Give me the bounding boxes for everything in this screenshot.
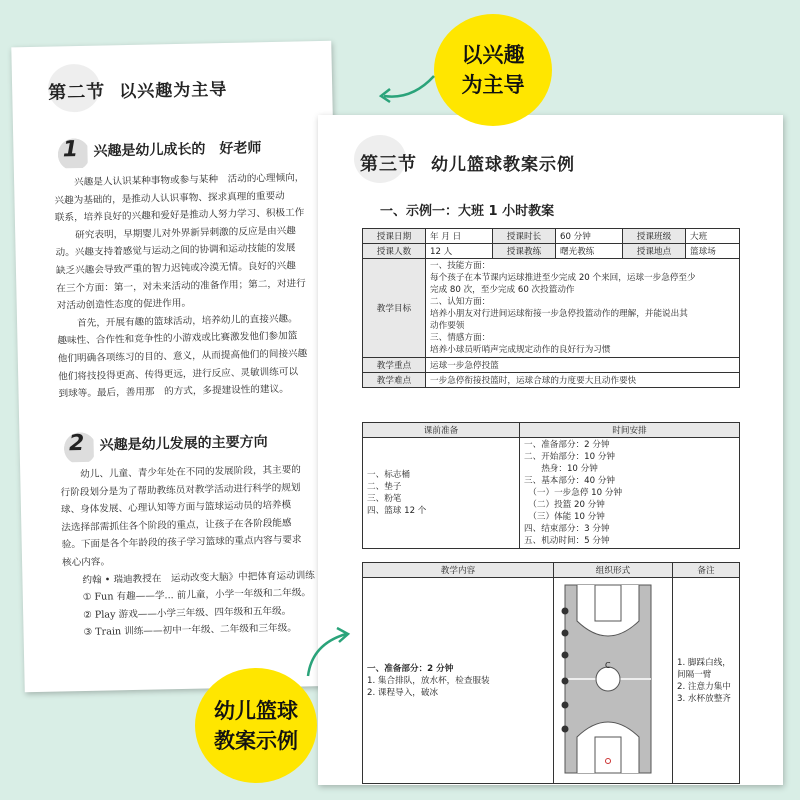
table-cell: 一步急停衔接投篮时，运球合球的力度要大且动作要快 [426,373,740,388]
column-header: 课前准备 [363,423,520,438]
paragraph-block-2 [60,460,345,642]
subheading-2 [59,424,268,462]
column-header: 备注 [673,563,740,578]
player-marker [562,678,569,685]
subheading-1 [53,130,262,168]
player-marker [562,630,569,637]
curved-arrow-icon [372,70,442,110]
subheading-title: 兴趣是幼儿发展的主要方向 [99,434,268,454]
player-marker [562,702,569,709]
table-label: 授课时长 [493,229,556,244]
table-cell: 运球一步急停投篮 [426,358,740,373]
player-marker [562,608,569,615]
callout-line: 为主导 [461,73,525,97]
section-number: 第二节 [48,81,106,104]
goal-line: 培养小朋友对行进间运球衔接一步急停投篮动作的理解，并能说出其 [430,309,688,319]
curved-arrow-icon [300,622,360,682]
time-line: （二）投篮 20 分钟 [524,500,605,510]
notes-cell [673,578,740,784]
callout-line: 教案示例 [214,728,298,753]
table-cell: 60 分钟 [556,229,623,244]
column-header: 时间安排 [520,423,740,438]
time-line: 热身：10 分钟 [524,464,598,474]
prep-item: 一、标志桶 [367,470,410,480]
text-line: 缺乏兴趣会导致严重的智力迟钝或冷漠无情。良好的兴趣 [55,260,296,277]
text-line: 趣味性、合作性和竞争性的小游戏或比赛激发他们参加篮 [57,330,298,347]
column-header: 组织形式 [554,563,673,578]
table-row [363,259,740,358]
text-line: 兴趣为基础的，是推动人认识事物、探求真理的重要动 [54,190,285,207]
note-line: 2. 注意力集中 [677,681,731,692]
table-label: 授课地点 [623,244,686,259]
table-label: 教学目标 [363,259,426,358]
text-line: 他们将技投得更高、传得更远，进行反应、灵敏训练可以 [58,366,299,383]
text-line: 联系，培养良好的兴趣和爱好是推动人努力学习、积极工作 [54,207,305,224]
table-label: 授课班级 [623,229,686,244]
goal-line: 完成 80 次，至少完成 60 次投篮动作 [430,285,575,295]
right-book-page [318,115,783,785]
content-cell [363,578,554,784]
text-line: ② Play 游戏——小学三年级、四年级和五年级。 [83,605,292,621]
table-row [363,244,740,259]
table-row [363,229,740,244]
number-badge: 2 [59,428,94,463]
center-label: C [605,661,611,670]
callout-line: 以兴趣 [461,43,525,67]
section-title: 以兴趣为主导 [119,79,228,103]
text-line: 约翰 • 瑞迪教授在 运动改变大脑》中把体育运动训练 [82,569,315,586]
table-row [363,578,740,784]
text-line: 验。下面是各个年龄段的孩子学习篮球的重点内容与要求 [61,534,302,551]
goal-cell [426,259,740,358]
right-section-heading [360,150,575,176]
table-label: 教学难点 [363,373,426,388]
time-line: 四、结束部分：3 分钟 [524,524,610,534]
subheading-title: 兴趣是幼儿成长的 好老师 [93,140,262,160]
goal-line: 动作要领 [430,321,465,331]
basketball-court-diagram [557,581,659,777]
example-title: 一、示例一：大班 1 小时教案 [380,204,555,219]
text-line: 对活动创造性态度的促进作用。 [56,297,192,312]
table-cell: 年 月 日 [426,229,493,244]
text-line: ③ Train 训练——初中一年级、二年级和三年级。 [83,622,297,639]
note-line: 3. 水杯放整齐 [677,693,731,704]
part-line: 2. 课程导入，破冰 [367,687,439,698]
player-marker [562,726,569,733]
table-row [363,423,740,438]
goal-line: 每个孩子在本节课内运球推进至少完成 20 个来回，运球一步急停至少 [430,273,696,283]
section-title: 幼儿篮球教案示例 [431,155,575,175]
left-book-page [11,41,344,693]
prep-item: 二、垫子 [367,482,402,492]
time-line: 五、机动时间：5 分钟 [524,536,610,546]
time-line: 二、开始部分：10 分钟 [524,452,616,462]
section-number: 第三节 [360,154,417,175]
text-line: 动。兴趣支持着感觉与运动之间的协调和运动技能的发展 [55,242,296,259]
text-line: 球、身体发展、心理认知等方面与篮球运动员的培养模 [60,499,292,516]
note-line: 间隔一臂 [677,669,712,680]
time-line: （一）一步急停 10 分钟 [524,488,623,498]
table-row [363,358,740,373]
text-line: ① Fun 有趣——学... 前儿童，小学一年级和二年级。 [82,587,312,604]
table-label: 授课人数 [363,244,426,259]
time-schedule-cell [520,438,740,549]
text-line: 核心内容。 [61,556,111,569]
center-circle [596,667,620,691]
court-diagram-cell [554,578,673,784]
text-line: 法选择部需抓住各个阶段的重点，让孩子在各阶段能感 [61,517,292,534]
time-line: （三）体能 10 分钟 [524,512,605,522]
text-line: 首先，开展有趣的篮球活动，培养幼儿的直接兴趣。 [76,313,298,329]
paragraph-block-1 [54,168,345,403]
part-title: 一、准备部分：2 分钟 [367,663,454,674]
text-line: 在三个方面：第一，对未来活动的准备作用；第二，对进行 [56,277,306,295]
left-section-heading [48,75,228,105]
lesson-content-table [362,562,740,784]
table-label: 授课日期 [363,229,426,244]
text-line: 兴趣是人认识某种事物或参与某种 活动的心理倾向， [74,172,305,189]
table-row [363,373,740,388]
goal-line: 三、情感方面： [430,333,491,343]
text-line: 行阶段划分是为了帮助教练员对教学活动进行科学的规划 [60,482,301,499]
lesson-info-table [362,228,740,388]
prep-item: 三、粉笔 [367,494,402,504]
goal-line: 一、技能方面： [430,261,491,271]
text-line: 到球等。最后，善用那 的方式，多提建设性的建议。 [58,383,289,400]
text-line: 研究表明，早期婴儿对外界新异刺激的反应是由兴趣 [75,225,296,241]
table-label: 教学重点 [363,358,426,373]
table-cell: 大班 [686,229,740,244]
text-line: 幼儿、儿童、青少年处在不同的发展阶段，其主要的 [80,464,301,481]
note-line: 1. 脚踩白线， [677,657,731,668]
time-line: 一、准备部分：2 分钟 [524,440,610,450]
prep-item: 四、篮球 12 个 [367,506,427,516]
table-cell: 篮球场 [686,244,740,259]
table-row [363,438,740,549]
callout-badge-interest [434,14,552,126]
top-key [595,585,621,621]
goal-line: 培养小球员听哨声完成规定动作的良好行为习惯 [430,345,611,355]
callout-line: 幼儿篮球 [214,698,298,723]
bottom-key [595,737,621,773]
time-line: 三、基本部分：40 分钟 [524,476,616,486]
player-marker [562,652,569,659]
callout-badge-example [195,668,317,783]
table-cell: 曙光教练 [556,244,623,259]
table-label: 授课教练 [493,244,556,259]
prep-items-cell [363,438,520,549]
prep-schedule-table [362,422,740,549]
goal-line: 二、认知方面： [430,297,491,307]
table-row [363,563,740,578]
part-line: 1. 集合排队，放水杯，检查服装 [367,675,490,686]
table-cell: 12 人 [426,244,493,259]
number-badge: 1 [53,134,88,169]
text-line: 他们明确各项练习的目的、意义，从而提高他们的间接兴趣 [57,348,308,365]
column-header: 教学内容 [363,563,554,578]
